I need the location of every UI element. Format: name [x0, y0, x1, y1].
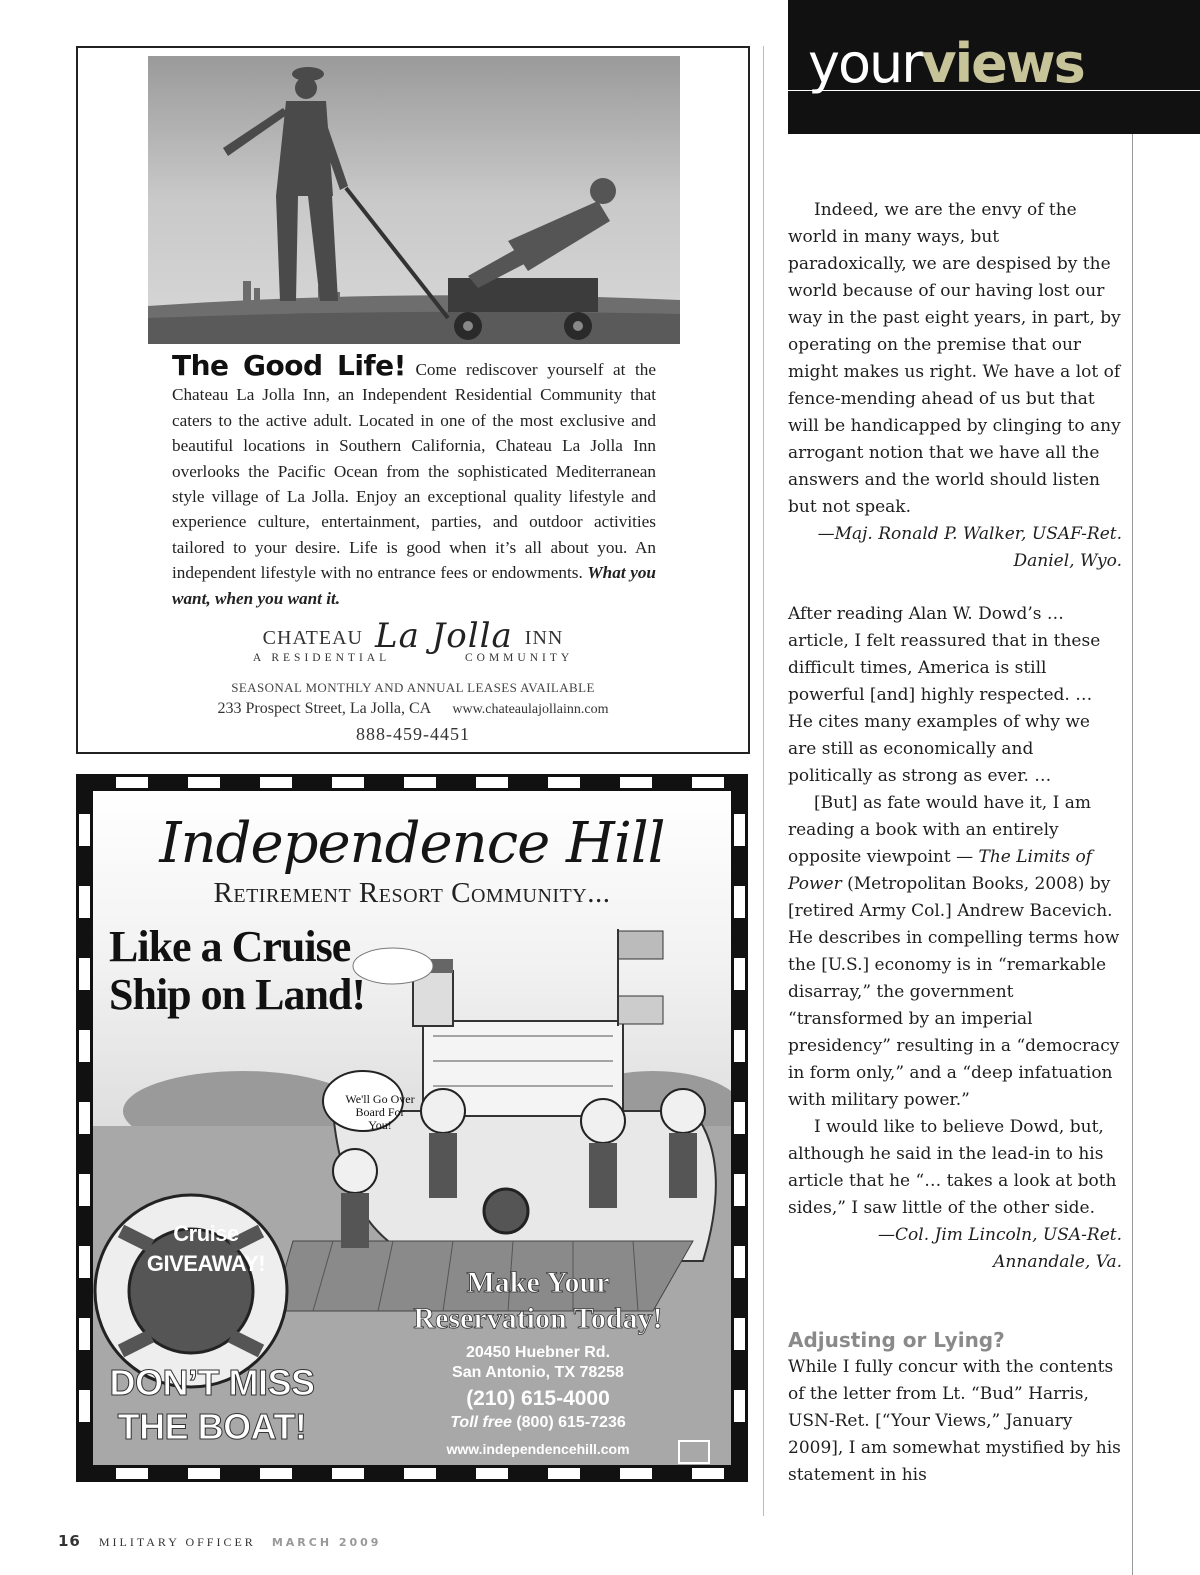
letter-signature-place: Daniel, Wyo. — [1013, 551, 1122, 571]
independence-hill-title: Independence Hill — [159, 811, 665, 876]
ad-headline: The Good Life! — [172, 349, 406, 382]
page-number: 16 — [58, 1532, 81, 1550]
ad-artwork-panel — [93, 791, 731, 1465]
magazine-name: MILITARY OFFICER — [98, 1535, 256, 1549]
logo-word-inn: INN — [524, 627, 564, 649]
independence-hill-ad — [76, 774, 748, 1482]
dont-miss-the-boat: DON’T MISS THE BOAT! — [109, 1362, 315, 1447]
independence-contact-block — [403, 1343, 673, 1459]
wagon-illustration — [148, 56, 680, 344]
ad-body-copy — [172, 349, 656, 611]
ad-photo-wagon — [148, 56, 680, 344]
letter-subhead: Adjusting or Lying? — [788, 1328, 1005, 1352]
section-title: yourviews — [808, 32, 1084, 95]
logo-sub-residential: A RESIDENTIAL — [252, 652, 391, 664]
issue-date: MARCH 2009 — [271, 1536, 382, 1549]
letter-signature-name: —Maj. Ronald P. Walker, USAF-Ret. — [817, 524, 1122, 544]
letter-paragraph: While I fully concur with the contents of the letter from Lt. “Bud” Harris, USN-Ret. [“Your Views,” January 2009], I am somewhat mystified by his statement in his — [788, 1357, 1121, 1485]
ad-leases: SEASONAL MONTHLY AND ANNUAL LEASES AVAILABLE — [231, 680, 595, 695]
ad-address-street: 20450 Huebner Rd. — [465, 1344, 611, 1361]
letter-signature-place: Annandale, Va. — [993, 1252, 1122, 1272]
cruise-giveaway-badge: Cruise GIVEAWAY! — [146, 1221, 266, 1276]
speech-bubble-text: We'll Go Over Board For You! — [345, 1092, 415, 1132]
independence-hill-subtitle: Retirement Resort Community... — [213, 877, 611, 909]
margin-rule — [1132, 134, 1133, 1575]
ad-website-link[interactable]: www.independencehill.com — [446, 1441, 630, 1457]
letter-walker — [788, 197, 1122, 575]
book-title: The Limits of Power — [788, 847, 1093, 894]
ad-address: 233 Prospect Street, La Jolla, CA — [217, 700, 431, 717]
letter-paragraph: Indeed, we are the envy of the world in many ways, but paradoxically, we are despised by the world because of our having lost our way in the past eight years, in part, by operating on the premise that our might makes us right. We have a lot of fence-mending ahead of us but that will be handicapped by clinging to any arrogant notion that we have all the answers and the world should listen but not speak. — [788, 200, 1121, 517]
ad-tagline: What you want, when you want it. — [172, 563, 656, 608]
page-footer — [58, 1532, 381, 1550]
letter-adjusting — [788, 1326, 1122, 1489]
logo-word-chateau: CHATEAU — [262, 627, 363, 649]
ad-body-text: Come rediscover yourself at the Chateau La Jolla Inn, an Independent Residential Community that caters to the active adult. Located in one of the most exclusive and beautiful locations in Southern California, Chateau La Jolla Inn overlooks the Pacific Ocean from the sophisticated Mediterranean style village of La Jolla. Enjoy an exceptional quality lifestyle and experience culture, entertainment, parties, and outdoor activities tailored to your desire. Life is good when it’s all about you. An independent lifestyle with no entrance fees or endowments. — [172, 360, 656, 583]
ad-tollfree: Toll free (800) 615-7236 — [450, 1414, 626, 1431]
chateau-la-jolla-ad — [76, 46, 750, 754]
ad-phone: 888-459-4451 — [356, 724, 470, 744]
chateau-logo — [78, 616, 748, 664]
ad-website-link[interactable]: www.chateaulajollainn.com — [452, 702, 609, 717]
letter-paragraph: [But] as fate would have it, I am reading a book with an entirely opposite viewpoint — The Limits of Power (Metropolitan Books, 2008) by [retired Army Col.] Andrew Bacevich. He describes in compelling terms how the [U.S.] economy is in “remarkable disarray,” the government “transformed by an imperial presidency” resulting in a “democracy in form only,” and a “deep infatuation with military power.” — [788, 793, 1120, 1110]
letter-signature-name: —Col. Jim Lincoln, USA-Ret. — [878, 1225, 1122, 1245]
make-reservation-headline: Make Your Reservation Today! — [413, 1266, 663, 1335]
letter-lincoln — [788, 601, 1122, 1276]
cruise-ship-headline: Like a Cruise Ship on Land! — [109, 922, 366, 1019]
letter-paragraph: After reading Alan W. Dowd’s … article, I felt reassured that in these difficult times, America is still powerful [and] highly respected. … He cites many examples of why we are still as economically and politically as strong as ever. … — [788, 604, 1101, 786]
logo-script-la-jolla: La Jolla — [375, 616, 513, 656]
section-header — [788, 0, 1200, 134]
logo-sub-community: COMMUNITY — [464, 652, 574, 664]
letter-paragraph: I would like to believe Dowd, but, although he said in the lead-in to his article that he “… takes a look at both sides,” I saw little of the other side. — [788, 1117, 1117, 1218]
ad-address-line — [78, 700, 748, 718]
ad-phone: (210) 615-4000 — [466, 1387, 610, 1410]
column-divider — [763, 46, 764, 1516]
ad-address-city: San Antonio, TX 78258 — [452, 1364, 624, 1381]
